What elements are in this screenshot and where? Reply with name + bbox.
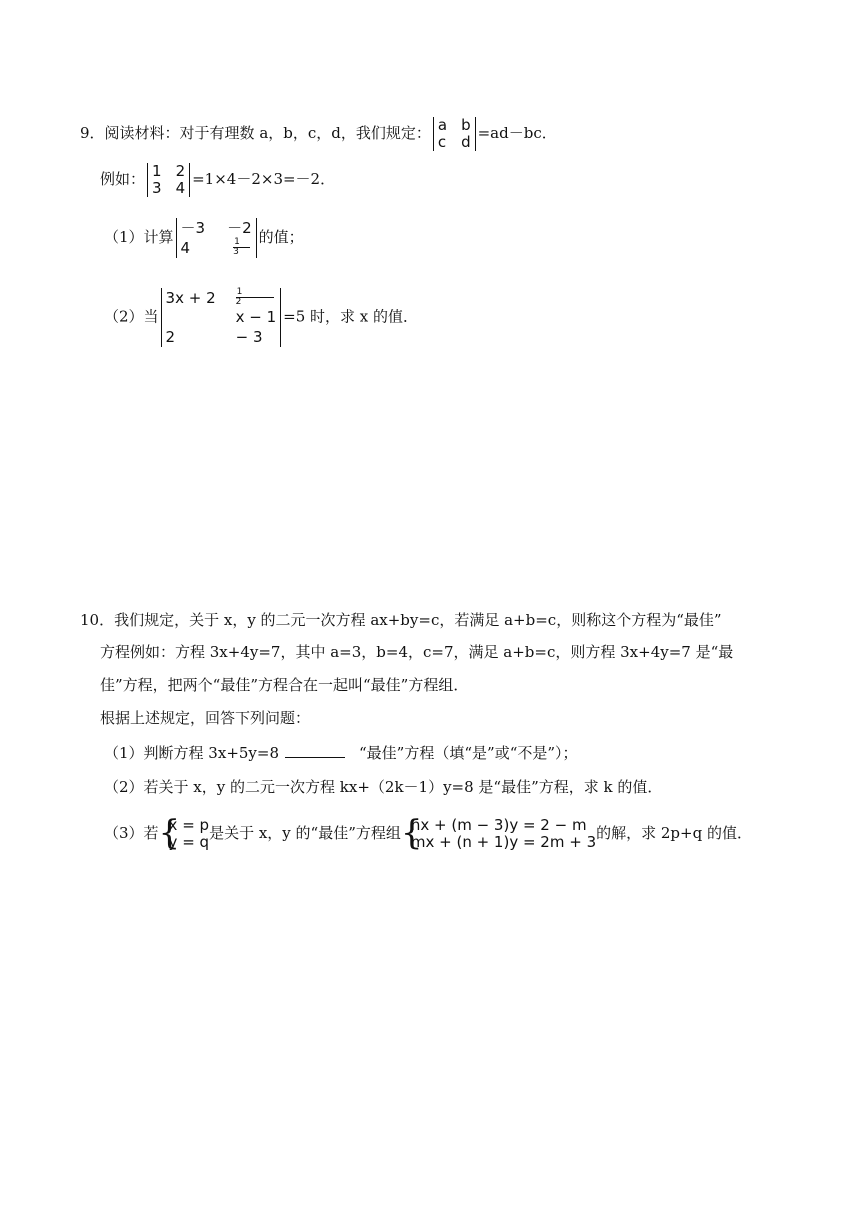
- q10-part3-label: （3）若: [104, 824, 159, 842]
- q10-part2: （2）若关于 x，y 的二元一次方程 kx+（2k－1）y=8 是“最佳”方程，求 k 的值．: [104, 778, 663, 796]
- fraction-denominator: 3: [233, 247, 239, 257]
- q9-part2-suffix: =5 时，求 x 的值．: [283, 307, 419, 326]
- q9-intro-text: 9．阅读材料：对于有理数 a，b，c，d，我们规定：: [80, 124, 431, 142]
- solution-system: [158, 813, 210, 853]
- q9-part2: [104, 288, 418, 347]
- det-c: c: [437, 133, 447, 151]
- q10-part3-mid: 是关于 x，y 的“最佳”方程组: [209, 824, 401, 842]
- system-equation: mx + (n + 1)y = 2m + 3: [410, 833, 597, 851]
- system-equation: y = q: [168, 833, 210, 851]
- q10-part3-suffix: 的解，求 2p+q 的值．: [596, 824, 752, 842]
- q9-part2-label: （2）当: [104, 307, 159, 326]
- det-cell: 2: [175, 162, 186, 180]
- det-d: d: [461, 133, 471, 151]
- left-brace: {: [400, 813, 423, 853]
- det-cell: 4: [180, 239, 191, 257]
- det-cell-frac-expr: [236, 288, 277, 327]
- q10-line2: 方程例如：方程 3x+4y=7，其中 a=3，b=4，c=7，满足 a+b=c，则方程 3x+4y=7 是“最: [100, 643, 734, 661]
- q10-line1: 10．我们规定，关于 x，y 的二元一次方程 ax+by=c，若满足 a+b=c，则称这个方程为“最佳”: [80, 611, 722, 629]
- system-equation: nx + (m − 3)y = 2 − m: [410, 816, 587, 834]
- left-brace: {: [158, 813, 181, 853]
- det-cell-fraction: [227, 238, 252, 258]
- det-b: b: [461, 116, 471, 134]
- det-cell: －3: [180, 219, 206, 237]
- det-expr: x − 1: [235, 308, 277, 326]
- q10-part1-suffix: “最佳”方程（填“是”或“不是”）；: [359, 744, 578, 762]
- system-equation: x = p: [168, 816, 210, 834]
- q10-part1: [104, 743, 578, 763]
- q10-line4: 根据上述规定，回答下列问题：: [100, 709, 311, 727]
- q9-intro-formula: =ad－bc．: [477, 124, 557, 142]
- example-determinant: [147, 163, 190, 197]
- definition-determinant: [433, 117, 476, 151]
- fraction-denominator: 2: [235, 297, 242, 307]
- det-cell: 3x + 2: [165, 289, 216, 307]
- det-a: a: [437, 116, 448, 134]
- q9-example-result: =1×4－2×3=－2．: [192, 170, 336, 188]
- det-cell: 3: [152, 179, 162, 197]
- best-equation-system: [400, 813, 597, 853]
- q9-part1-suffix: 的值；: [258, 228, 304, 246]
- part2-determinant: [161, 288, 282, 347]
- q10-line3: 佳”方程，把两个“最佳”方程合在一起叫“最佳”方程组．: [100, 676, 469, 694]
- det-cell: − 3: [235, 328, 263, 346]
- det-cell: 1: [152, 162, 162, 180]
- q10-part1-label: （1）判断方程 3x+5y=8: [104, 744, 280, 762]
- part1-determinant: [176, 218, 257, 258]
- q9-part1: [104, 218, 304, 258]
- q10-part3: [104, 813, 752, 853]
- det-cell: －2: [227, 219, 252, 237]
- fraction-numerator: 1: [233, 238, 250, 248]
- q9-part1-label: （1）计算: [104, 228, 174, 246]
- det-cell: 2: [165, 328, 176, 346]
- q9-intro: [80, 117, 557, 151]
- det-cell: 4: [175, 179, 186, 197]
- q9-example-label: 例如：: [100, 170, 146, 188]
- answer-blank[interactable]: [285, 743, 345, 758]
- q9-example: [100, 163, 335, 197]
- fraction-numerator: 1: [236, 288, 275, 298]
